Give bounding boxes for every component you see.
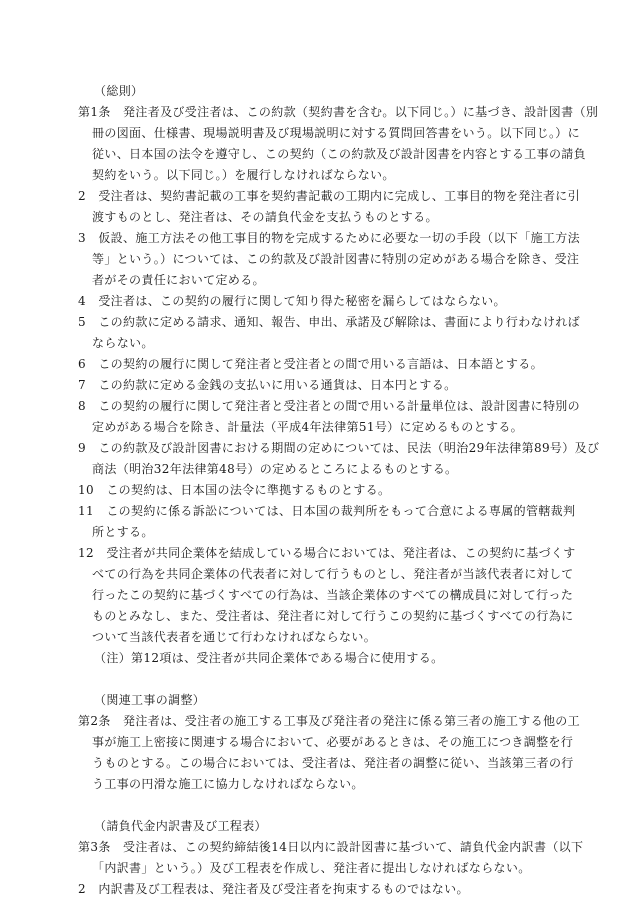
heading-general-provisions: （総則） <box>94 84 144 98</box>
article-1-clause-3-cont: 等」という。）については、この約款及び設計図書に特別の定めがある場合を除き、受注 <box>92 252 580 266</box>
article-1-paragraph-1: 第1条 発注者及び受注者は、この約款（契約書を含む。以下同じ。）に基づき、設計図書（別 <box>78 105 599 119</box>
article-2-paragraph-1: 第2条 発注者は、受注者の施工する工事及び発注者の発注に係る第三者の施工する他の工 <box>78 714 580 728</box>
article-3-clause-2: 2 内訳書及び工程表は、発注者及び受注者を拘束するものではない。 <box>78 882 469 896</box>
article-1-clause-4: 4 受注者は、この契約の履行に関して知り得た秘密を漏らしてはならない。 <box>78 294 506 308</box>
article-1-clause-12-cont: べての行為を共同企業体の代表者に対して行うものとし、発注者が当該代表者に対して <box>92 567 574 581</box>
article-1-note: （注）第12項は、受注者が共同企業体である場合に使用する。 <box>94 651 444 665</box>
article-1-clause-5-cont: ならない。 <box>92 336 154 350</box>
article-1-clause-8-cont: 定めがある場合を除き、計量法（平成4年法律第51号）に定めるものとする。 <box>92 420 524 434</box>
article-1-clause-12-cont: ものとみなし、また、受注者は、発注者に対して行うこの契約に基づくすべての行為に <box>92 609 574 623</box>
article-3-paragraph-1: 第3条 受注者は、この契約締結後14日以内に設計図書に基づいて、請負代金内訳書（以下 <box>78 840 584 854</box>
article-1-paragraph-1-cont: 契約をいう。以下同じ。）を履行しなければならない。 <box>92 168 395 182</box>
article-1-clause-3-cont: 者がその責任において定める。 <box>92 273 265 287</box>
article-1-clause-9-cont: 商法（明治32年法律第48号）の定めるところによるものとする。 <box>92 462 458 476</box>
article-1-clause-11-cont: 所とする。 <box>92 525 154 539</box>
article-2-paragraph-1-cont: う工事の円滑な施工に協力しなければならない。 <box>92 777 364 791</box>
article-1-clause-6: 6 この契約の履行に関して発注者と受注者との間で用いる言語は、日本語とする。 <box>78 357 543 371</box>
article-1-clause-12-cont: 行ったこの契約に基づくすべての行為は、当該企業体のすべての構成員に対して行った <box>92 588 574 602</box>
article-3-paragraph-1-cont: 「内訳書」という。）及び工程表を作成し、発注者に提出しなければならない。 <box>92 861 531 875</box>
article-1-clause-3: 3 仮設、施工方法その他工事目的物を完成するために必要な一切の手段（以下「施工方法 <box>78 231 580 245</box>
article-1-clause-10: 10 この契約は、日本国の法令に準拠するものとする。 <box>78 483 391 497</box>
article-1-clause-11: 11 この契約に係る訴訟については、日本国の裁判所をもって合意による専属的管轄裁判 <box>78 504 576 518</box>
article-1-clause-12-cont: ついて当該代表者を通じて行わなければならない。 <box>92 630 377 644</box>
article-1-clause-8: 8 この契約の履行に関して発注者と受注者との間で用いる計量単位は、設計図書に特別の <box>78 399 580 413</box>
article-1-clause-12: 12 受注者が共同企業体を結成している場合においては、発注者は、この契約に基づくす <box>78 546 576 560</box>
article-1-clause-2: 2 受注者は、契約書記載の工事を契約書記載の工期内に完成し、工事目的物を発注者に引 <box>78 189 580 203</box>
article-1-paragraph-1-cont: 従い、日本国の法令を遵守し、この契約（この約款及び設計図書を内容とする工事の請負 <box>92 147 587 161</box>
article-2-paragraph-1-cont: うものとする。この場合においては、受注者は、発注者の調整に従い、当該第三者の行 <box>92 756 574 770</box>
heading-related-work-coordination: （関連工事の調整） <box>94 693 206 707</box>
article-1-clause-9: 9 この約款及び設計図書における期間の定めについては、民法（明治29年法律第89号）及び <box>78 441 600 455</box>
article-1-clause-5: 5 この約款に定める請求、通知、報告、申出、承諾及び解除は、書面により行わなければ <box>78 315 580 329</box>
article-1-clause-2-cont: 渡すものとし、発注者は、その請負代金を支払うものとする。 <box>92 210 438 224</box>
article-1-clause-7: 7 この約款に定める金銭の支払いに用いる通貨は、日本円とする。 <box>78 378 457 392</box>
article-1-paragraph-1-cont: 冊の図面、仕様書、現場説明書及び現場説明に対する質問回答書をいう。以下同じ。）に <box>92 126 581 140</box>
article-2-paragraph-1-cont: 事が施工上密接に関連する場合において、必要があるときは、その施工につき調整を行 <box>92 735 574 749</box>
heading-breakdown-and-schedule: （請負代金内訳書及び工程表） <box>94 819 267 833</box>
